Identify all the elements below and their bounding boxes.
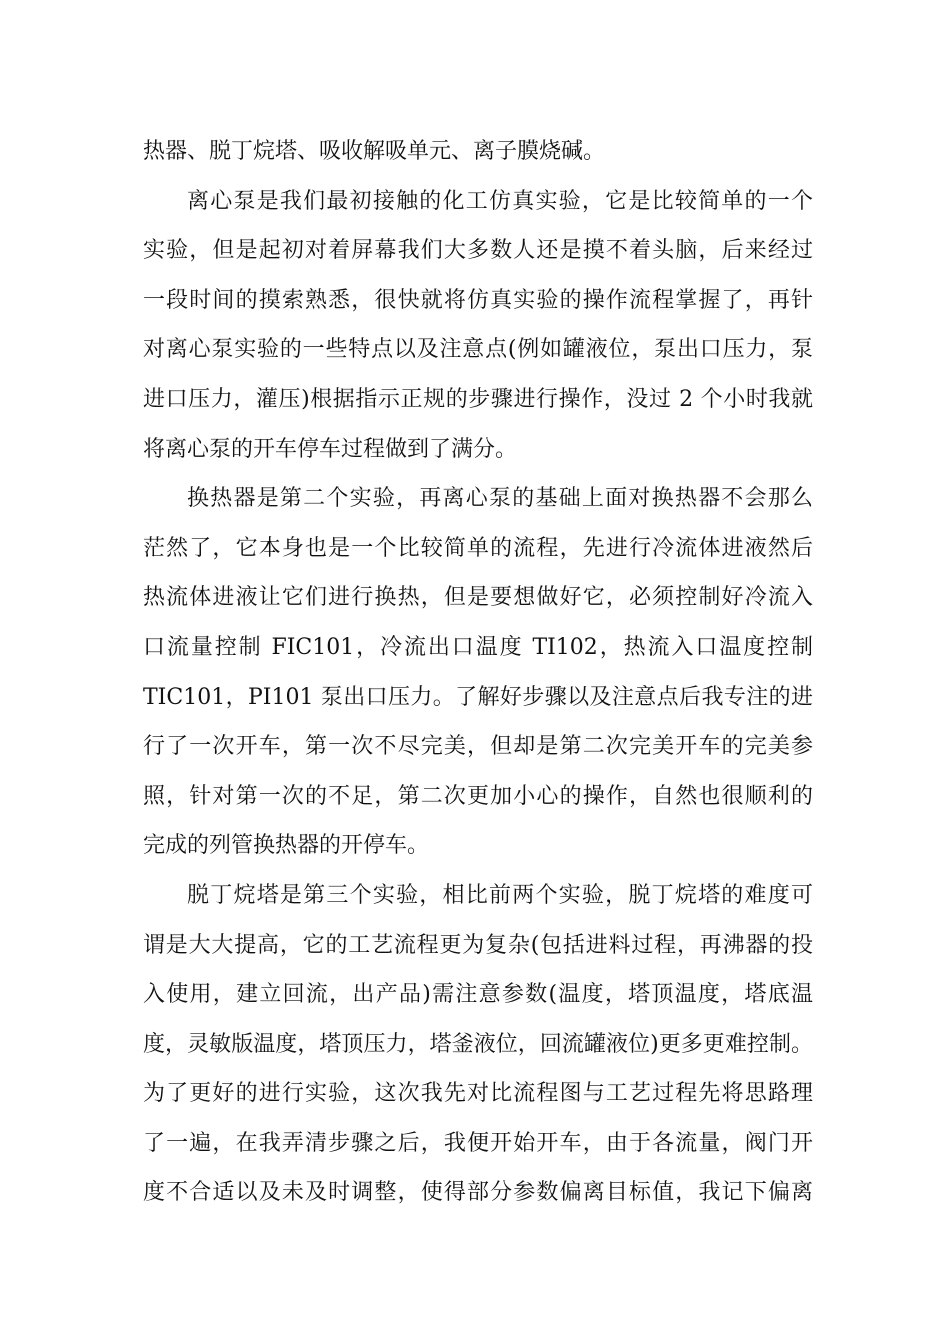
text-line: 行了一次开车，第一次不尽完美，但却是第二次完美开车的完美参 (143, 734, 813, 760)
paragraph-first-line: 离心泵是我们最初接触的化工仿真实验，它是比较简单的一个 (187, 188, 813, 214)
document-page (143, 127, 813, 1218)
paragraph-first-line: 脱丁烷塔是第三个实验，相比前两个实验，脱丁烷塔的难度可 (187, 882, 813, 908)
text-line: 进口压力，灌压)根据指示正规的步骤进行操作，没过 2 个小时我就 (143, 386, 813, 412)
text-line: 照，针对第一次的不足，第二次更加小心的操作，自然也很顺利的 (143, 783, 813, 809)
text-line: 完成的列管换热器的开停车。 (143, 833, 430, 859)
text-line: 实验，但是起初对着屏幕我们大多数人还是摸不着头脑，后来经过 (143, 238, 813, 264)
text-line: 热流体进液让它们进行换热，但是要想做好它，必须控制好冷流入 (143, 585, 813, 611)
text-line: 了一遍，在我弄清步骤之后，我便开始开车，由于各流量，阀门开 (143, 1130, 813, 1156)
text-line: 一段时间的摸索熟悉，很快就将仿真实验的操作流程掌握了，再针 (143, 287, 813, 313)
text-line: 热器、脱丁烷塔、吸收解吸单元、离子膜烧碱。 (143, 139, 606, 164)
text-line: 对离心泵实验的一些特点以及注意点(例如罐液位，泵出口压力，泵 (143, 337, 813, 363)
text-line: 口流量控制 FIC101，冷流出口温度 TI102，热流入口温度控制 (143, 634, 813, 660)
text-line: 入使用，建立回流，出产品)需注意参数(温度，塔顶温度，塔底温 (143, 982, 813, 1008)
text-line: 为了更好的进行实验，这次我先对比流程图与工艺过程先将思路理 (143, 1081, 813, 1107)
text-line: 度不合适以及未及时调整，使得部分参数偏离目标值，我记下偏离 (143, 1180, 813, 1206)
text-line: 茫然了，它本身也是一个比较简单的流程，先进行冷流体进液然后 (143, 535, 813, 561)
text-line: 将离心泵的开车停车过程做到了满分。 (143, 436, 518, 462)
text-line: 度，灵敏版温度，塔顶压力，塔釜液位，回流罐液位)更多更难控制。 (143, 1031, 813, 1057)
text-line: 谓是大大提高，它的工艺流程更为复杂(包括进料过程，再沸器的投 (143, 932, 813, 958)
text-line: TIC101，PI101 泵出口压力。了解好步骤以及注意点后我专注的进 (143, 684, 813, 710)
paragraph-first-line: 换热器是第二个实验，再离心泵的基础上面对换热器不会那么 (187, 486, 813, 512)
